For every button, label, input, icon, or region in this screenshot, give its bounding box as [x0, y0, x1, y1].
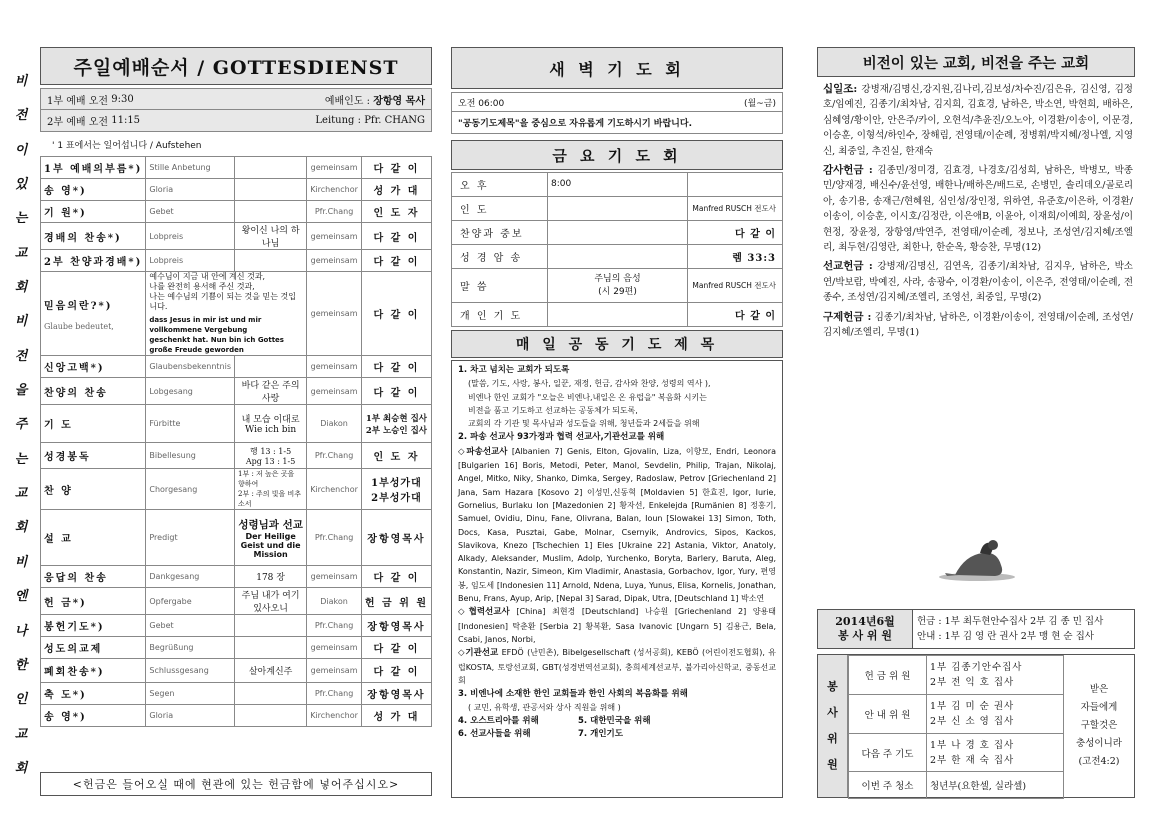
item-korean: 신앙고백*) [41, 356, 146, 378]
service-row [41, 615, 432, 637]
offering-names: 강병재/김명신,강지원,김나리,김보성/차수진/김은유, 김신영, 김정호/임예진, 김종기/최차남, 김지희, 김효경, 남하은, 박소연, 박현희, 배하은, 심혜영/황이안, 안은주/카이, 오현석/추윤진/오노아, 이경환/이송이, 이문경, 이승훈, 이형석/하인수, 장해림, 전영태/이순례, 정병휘/박지혜/정나엘, 지영신, 최중일, 추진실, 한재숙 [823, 84, 1133, 157]
friday-row [452, 197, 783, 221]
session-2 [40, 110, 432, 132]
prayer-song-line: Wie ich bin [245, 425, 297, 435]
item-german: Opfergabe [146, 588, 235, 615]
item-person: 다 같 이 [361, 637, 431, 659]
item-person [361, 405, 431, 443]
friday-detail: 주님의 음성 (시 29편) [548, 269, 688, 303]
leader-name: Pfr. CHANG [364, 115, 425, 126]
item-korean: 기 도 [41, 405, 146, 443]
friday-detail [548, 197, 688, 221]
service-row [41, 356, 432, 378]
motto-char: 비 [14, 74, 28, 89]
committee-row [849, 733, 1064, 772]
item-german: Lobpreis [146, 250, 235, 272]
june-offering: 헌금 : 1부 최두현안수집사 2부 김 종 민 집사 [917, 616, 1104, 627]
friday-detail [548, 245, 688, 269]
bible-ref-line: Apg 13 : 1-5 [245, 456, 296, 466]
item-korean: 찬 양 [41, 469, 146, 510]
service-row [41, 179, 432, 201]
motto-char: 엔 [14, 589, 28, 605]
item-role: Kirchenchor [307, 469, 362, 510]
friday-row [452, 245, 783, 269]
prayer-item-3-detail: ( 교민, 유학생, 관공서와 상사 직원을 위해 ) [468, 703, 621, 713]
leader-label: 예배인도 : [324, 95, 371, 107]
item-korean: 2부 찬양과경배*) [41, 250, 146, 272]
committee-row [849, 694, 1064, 733]
dawn-days: (월~금) [744, 98, 776, 109]
partner-missionaries-list: [China] 최현경 [Deutschland] 나승원 [Griechenland 2] 양용태 [Indonesien] 탁춘환 [Serbia 2] 황복환, Sasa Ivanovic [Ungarn 5] 김용근, Bela, Csabi, Janos, Norbi, [458, 607, 777, 644]
friday-row [452, 173, 783, 197]
june-label: 2014년6월 봉 사 위 원 [818, 610, 913, 648]
item-role: Pfr.Chang [307, 683, 362, 705]
item-person: 장항영목사 [361, 510, 431, 566]
service-title: 주일예배순서 / GOTTESDIENST [40, 47, 432, 85]
item-content [235, 615, 307, 637]
motto-char: 있 [14, 177, 28, 193]
daily-prayer-title: 매 일 공 동 기 도 제 목 [451, 330, 783, 358]
order-of-service [40, 156, 432, 727]
friday-person: 다 같 이 [688, 221, 783, 245]
item-role: gemeinsam [307, 566, 362, 588]
june-guide: 안내 : 1부 김 영 란 권사 2부 맹 현 순 집사 [917, 631, 1094, 642]
choir-name-line: 2부성가대 [371, 493, 422, 504]
offering-section [823, 259, 1133, 305]
item-german: Gloria [146, 705, 235, 727]
item-german: Bibellesung [146, 443, 235, 469]
item-role: gemeinsam [307, 659, 362, 683]
item-german: Schlussgesang [146, 659, 235, 683]
service-row [41, 683, 432, 705]
item-korean: 봉헌기도*) [41, 615, 146, 637]
service-row [41, 588, 432, 615]
service-row [41, 223, 432, 250]
item-content [146, 272, 307, 356]
item-korean: 찬양의 찬송 [41, 378, 146, 405]
friday-item: 오 후 [452, 173, 548, 197]
motto-char: 비 [14, 314, 28, 330]
item-content [235, 250, 307, 272]
friday-item: 찬양과 중보 [452, 221, 548, 245]
offering-section [823, 163, 1133, 255]
item-role: gemeinsam [307, 157, 362, 179]
june-service-team [817, 609, 1135, 649]
prayer-item-1-vision: 비엔나 한인 교회가 "오늘은 비엔나,내일은 온 유럽을" 복음화 시키는 [468, 392, 707, 402]
item-german: Glaubensbekenntnis [146, 356, 235, 378]
partner-missionaries-head: ◇협력선교사 [458, 607, 510, 618]
item-role: Diakon [307, 588, 362, 615]
item-korean: 폐회찬송*) [41, 659, 146, 683]
item-korean: 축 도*) [41, 683, 146, 705]
dawn-prayer [451, 92, 783, 134]
motto-char: 회 [14, 760, 28, 776]
motto-char: 교 [14, 245, 28, 261]
faith-de-label: Glaube bedeutet, [44, 321, 114, 331]
friday-person: 다 같 이 [688, 303, 783, 327]
item-role: Pfr.Chang [307, 510, 362, 566]
item-korean: 송 영*) [41, 179, 146, 201]
item-person: 다 같 이 [361, 157, 431, 179]
prayer-item-7: 7. 개인기도 [578, 729, 623, 740]
item-role: Pfr.Chang [307, 615, 362, 637]
session-label: 1부 예배 오전 [47, 95, 109, 107]
committee-role: 다음 주 기도 [849, 733, 927, 772]
offering-section [823, 82, 1133, 159]
prayer-item-5: 5. 대한민국을 위해 [578, 715, 651, 726]
service-row [41, 443, 432, 469]
choir-name-line: 1부성가대 [371, 478, 422, 489]
faith-ko-line: 나를 완전히 용서해 주신 것과, [149, 282, 255, 291]
service-row [41, 405, 432, 443]
friday-item: 성 경 암 송 [452, 245, 548, 269]
service-row [41, 637, 432, 659]
motto-char: 나 [14, 623, 28, 639]
item-person: 다 같 이 [361, 659, 431, 683]
item-korean: 경배의 찬송*) [41, 223, 146, 250]
item-content [235, 356, 307, 378]
item-role: Kirchenchor [307, 705, 362, 727]
item-german: Lobpreis [146, 223, 235, 250]
friday-row [452, 221, 783, 245]
offering-names: 김종기/최차남, 남하은, 이경환/이송이, 전영태/이순례, 조성연/김지혜/조엘리, 무명(1) [823, 311, 1134, 339]
item-korean: 성도의교제 [41, 637, 146, 659]
service-row [41, 157, 432, 179]
cleaning-row [849, 772, 1064, 799]
item-role: Diakon [307, 405, 362, 443]
service-row [41, 272, 432, 356]
bible-ref-line: 행 13 : 1-5 [250, 446, 292, 456]
friday-detail [548, 303, 688, 327]
session-times [40, 88, 432, 132]
offering-head: 감사헌금 : [823, 164, 873, 177]
motto-char: 을 [14, 383, 28, 399]
offering-donors [823, 82, 1133, 345]
friday-row [452, 269, 783, 303]
item-content: 바다 같은 주의 사랑 [235, 378, 307, 405]
item-korean: 1부 예배의부름*) [41, 157, 146, 179]
faith-de-line: dass Jesus in mir ist und mir vollkommene Vergebung [149, 316, 262, 334]
committee-people [927, 656, 1064, 695]
item-person: 장항영목사 [361, 615, 431, 637]
friday-detail [548, 221, 688, 245]
item-german: Gloria [146, 179, 235, 201]
prayer-item-2: 2. 파송 선교사 93가정과 협력 선교사,기관선교를 위해 [458, 432, 665, 443]
item-content [235, 201, 307, 223]
item-content: 살아계신주 [235, 659, 307, 683]
item-content [235, 157, 307, 179]
service-row [41, 378, 432, 405]
item-korean: 응답의 찬송 [41, 566, 146, 588]
committee-person: 2부 신 소 영 집사 [930, 715, 1015, 727]
item-person: 성 가 대 [361, 705, 431, 727]
committee-people [927, 694, 1064, 733]
committee-role: 안 내 위 원 [849, 694, 927, 733]
motto-char: 교 [14, 726, 28, 742]
item-person: 다 같 이 [361, 223, 431, 250]
friday-person: Manfred RUSCH 전도사 [688, 197, 783, 221]
vertical-motto [10, 75, 32, 775]
motto-char: 이 [14, 142, 28, 158]
item-role: gemeinsam [307, 223, 362, 250]
faith-ko-line: 예수님이 지금 내 안에 계신 것과, [149, 272, 266, 281]
leader-label: Leitung : [315, 115, 361, 126]
dawn-note: "공동기도제목"을 중심으로 자유롭게 기도하시기 바랍니다. [451, 112, 783, 134]
committee-person: 1부 김종기안수집사 [930, 661, 1023, 673]
offering-names: 김종민/정미경, 김효경, 나경호/김성희, 남하은, 박병모, 박종민/양재경, 배신수/윤선영, 배한나/배하은/배드로, 손병민, 솔리데오/골로리아, 송기용, 송재근/현혜원, 심인성/장인정, 위하연, 유준호/이은하, 이경환/이송이, 이승훈, 이시호/김정란, 이은애B, 이윤아, 이재희/이예희, 장윤성/이현정, 장윤정, 장항영/박연주, 전영태/이순례, 정보나, 조성연/김지혜/조엘리, 최두현/김영란, 최한나, 한순옥, 황승찬, 무명(12) [823, 165, 1133, 254]
service-row [41, 510, 432, 566]
sermon-title-line: 성령님과 선교 [238, 518, 303, 531]
friday-item: 말 씀 [452, 269, 548, 303]
faith-ko-line: 나는 예수님의 기쁨이 되는 것을 믿는 것입니다. [149, 292, 297, 311]
prayer-person-line: 2부 노승인 집사 [365, 425, 427, 436]
item-person [361, 469, 431, 510]
item-role: gemeinsam [307, 272, 362, 356]
session-label: 2부 예배 오전 [47, 117, 109, 128]
item-role: gemeinsam [307, 356, 362, 378]
institution-missions-head: ◇기관선교 [458, 648, 499, 659]
item-person: 다 같 이 [361, 356, 431, 378]
item-person: 다 같 이 [361, 378, 431, 405]
friday-person: Manfred RUSCH 전도사 [688, 269, 783, 303]
friday-item: 개 인 기 도 [452, 303, 548, 327]
offering-names: 강병재/김명신, 김연옥, 김종기/최차남, 김지우, 남하은, 박소연/박보람, 박예진, 사라, 송광수, 이경환/이송이, 이은주, 전영태/이순례, 전종수, 조성연/김지혜/조엘리, 조영선, 최중일, 무명(2) [823, 261, 1133, 304]
item-role: Pfr.Chang [307, 443, 362, 469]
friday-prayer-title: 금 요 기 도 회 [451, 140, 783, 170]
session-1 [40, 88, 432, 110]
offering-head: 구제헌금 : [823, 310, 872, 323]
item-person: 인 도 자 [361, 443, 431, 469]
item-content [235, 405, 307, 443]
faith-de-line: geschenkt hat. Nun bin ich Gottes große Freude geworden [149, 336, 284, 354]
item-german: Chorgesang [146, 469, 235, 510]
item-content [235, 469, 307, 510]
prayer-item-3: 3. 비엔나에 소재한 한인 교회들과 한인 사회의 복음화를 위해 [458, 689, 688, 700]
item-german: Gebet [146, 201, 235, 223]
item-person: 다 같 이 [361, 250, 431, 272]
item-content [235, 637, 307, 659]
item-content [235, 705, 307, 727]
missionaries-head: ◇파송선교사 [458, 446, 508, 457]
daily-prayer-list [451, 360, 783, 798]
motto-char: 인 [14, 692, 28, 708]
offering-head: 선교헌금 : [823, 260, 873, 273]
prayer-item-1-detail: (말씀, 기도, 사랑, 봉사, 일꾼, 재정, 헌금, 감사와 찬양, 성령의 역사 ), [468, 379, 711, 389]
motto-char: 전 [14, 348, 28, 364]
cleaning-role: 이번 주 청소 [849, 772, 927, 799]
committee-table [848, 655, 1064, 797]
service-committee [817, 654, 1135, 798]
item-content: 178 장 [235, 566, 307, 588]
motto-char: 회 [14, 280, 28, 296]
committee-person: 1부 김 미 순 권사 [930, 700, 1015, 712]
item-german: Gebet [146, 615, 235, 637]
standing-note: ' 1 표에서는 일어섭니다 / Aufstehen [52, 141, 202, 151]
committee-people [927, 733, 1064, 772]
prayer-item-1: 1. 차고 넘치는 교회가 되도록 [458, 365, 570, 375]
service-row [41, 469, 432, 510]
item-person: 헌 금 위 원 [361, 588, 431, 615]
friday-prayer [451, 172, 783, 327]
service-row [41, 566, 432, 588]
offering-head: 십일조: [823, 83, 858, 95]
item-content [235, 443, 307, 469]
item-person: 다 같 이 [361, 566, 431, 588]
sermon-title-line: Der Heilige Geist und die Mission [240, 531, 301, 559]
item-german: Begrüßung [146, 637, 235, 659]
vision-church-title: 비전이 있는 교회, 비전을 주는 교회 [817, 47, 1135, 77]
friday-item: 인 도 [452, 197, 548, 221]
friday-row [452, 303, 783, 327]
motto-char: 회 [14, 520, 28, 536]
item-korean [41, 272, 146, 356]
item-german: Lobgesang [146, 378, 235, 405]
committee-person: 2부 한 재 숙 집사 [930, 754, 1015, 766]
prayer-item-1-community: 비전을 품고 기도하고 선교하는 공동체가 되도록, [468, 405, 638, 415]
motto-char: 는 [14, 211, 28, 227]
item-role: Pfr.Chang [307, 201, 362, 223]
item-german: Fürbitte [146, 405, 235, 443]
institution-missions-list: EFDÖ (난민촌), Bibelgesellschaft (성서공회), KEBÖ (어린이전도협회), 유럽KOSTA, 토랑선교회, GBT(성경번역선교회), 충희세계선교부, 불가리아신학교, 중동선교회 [458, 648, 776, 685]
item-person: 장항영목사 [361, 683, 431, 705]
prayer-item-6: 6. 선교사들을 위해 [458, 729, 531, 740]
committee-row [849, 656, 1064, 695]
friday-person [688, 173, 783, 197]
committee-side-label: 봉 사 위 원 [818, 655, 848, 797]
item-german: Segen [146, 683, 235, 705]
praying-figure-illustration [935, 535, 1020, 585]
friday-detail: 8:00 [548, 173, 688, 197]
motto-char: 비 [14, 554, 28, 570]
choir-song-line: 2부 : 주의 빛을 비추소서 [238, 490, 302, 508]
committee-person: 1부 나 경 호 집사 [930, 739, 1015, 751]
session-time: 11:15 [111, 115, 141, 126]
item-person: 다 같 이 [361, 272, 431, 356]
offering-section [823, 310, 1133, 341]
dawn-prayer-title: 새 벽 기 도 회 [451, 47, 783, 89]
item-role: Kirchenchor [307, 179, 362, 201]
friday-person: 렘 33:3 [688, 245, 783, 269]
item-content [235, 510, 307, 566]
item-german: Stille Anbetung [146, 157, 235, 179]
item-korean: 송 영*) [41, 705, 146, 727]
item-korean: 헌 금*) [41, 588, 146, 615]
item-content: 주님 내가 여기 있사오니 [235, 588, 307, 615]
motto-char: 한 [14, 657, 28, 673]
missionaries-list: [Albanien 7] Genis, Elton, Gjovalin, Liza, 이향모, Endri, Leonora [Bulgarien 16] Boris, Metodi, Peter, Manol, Sevdelin, Philip, Trajan, Nikolaj, Angel, Mitko, Niky, Shanko, Dimka, Sergey, Radoslaw, Petrov [Griechenland 2] Jana, Sam Hazara [Kosovo 2] 이성민,신동혁 [Moldavien 5] 한효진, Igor, Iurie, Gornelius, Burlaku Ion [Mazedonien 2] 황자선, Enkelejda [Rumänien 8] 정홍기, Samuel, Ovidiu, Dinu, Fane, Olivrana, Balan, Ioun [Slowakei 13] Simon, Toth, Docs, Kasa, Pusztai, Gabe, Molnar, Csernyik, Androvics, Sipos, Kackos, Slavikova, Knezo [Tschechien 1] Eles [Ukraine 22] Astania, Viktor, Anatoly, Alkady, Aleksander, Muslim, Adolp, Yurchenko, Boryta, Barlery, Baruta, Aleg, Konstantin, Nazir, Simeon, Kim Vladimir, Anastasia, Gorbachov, Igor, Yury, 편영봉, 임도세 [Indonesien 11] Arnold, Ndena, Luya, Yunus, Elisa, Kornelis, Jonathan, Benu, Frans, Ayup, Arip, [Nepal 3] Sarad, Dipak, Utra, [Deutschland 1] 박소연 [458, 446, 777, 604]
prayer-person-line: 1부 최승현 집사 [365, 413, 427, 424]
faith-ko-label: 믿음의란?*) [44, 300, 113, 312]
item-content: 왕이신 나의 하나님 [235, 223, 307, 250]
prayer-song-line: 내 모습 이대로 [241, 415, 300, 425]
item-person: 성 가 대 [361, 179, 431, 201]
leader-name: 장항영 목사 [373, 95, 425, 107]
item-content [235, 683, 307, 705]
committee-role: 헌 금 위 원 [849, 656, 927, 695]
prayer-item-4: 4. 오스트리아를 위해 [458, 715, 539, 726]
service-row [41, 201, 432, 223]
item-role: gemeinsam [307, 250, 362, 272]
item-korean: 설 교 [41, 510, 146, 566]
dawn-time: 오전 06:00 [458, 98, 505, 109]
service-row [41, 250, 432, 272]
cleaning-team: 청년부(요한셀, 실라셀) [927, 772, 1064, 799]
item-role: gemeinsam [307, 378, 362, 405]
committee-person: 2부 전 익 호 집사 [930, 676, 1015, 688]
service-row [41, 659, 432, 683]
motto-char: 주 [14, 417, 28, 433]
item-german: Dankgesang [146, 566, 235, 588]
item-korean: 성경봉독 [41, 443, 146, 469]
session-time: 9:30 [111, 93, 134, 105]
offering-footer: <헌금은 들어오실 때에 현관에 있는 헌금함에 넣어주십시오> [40, 772, 432, 796]
prayer-item-1-groups: 교회의 각 기관 및 목사님과 성도들을 위해, 청년들과 2세들을 위해 [468, 419, 700, 429]
item-german: Predigt [146, 510, 235, 566]
item-role: gemeinsam [307, 637, 362, 659]
item-korean: 기 원*) [41, 201, 146, 223]
bible-verse: 받은 자들에게 구할것은 충성이니라 (고전4:2) [1076, 684, 1122, 767]
motto-char: 전 [14, 108, 28, 124]
service-row [41, 705, 432, 727]
choir-song-line: 1부 : 저 높은 곳을 향하여 [238, 470, 295, 488]
motto-char: 교 [14, 486, 28, 502]
motto-char: 는 [14, 451, 28, 467]
item-content [235, 179, 307, 201]
item-person: 인 도 자 [361, 201, 431, 223]
